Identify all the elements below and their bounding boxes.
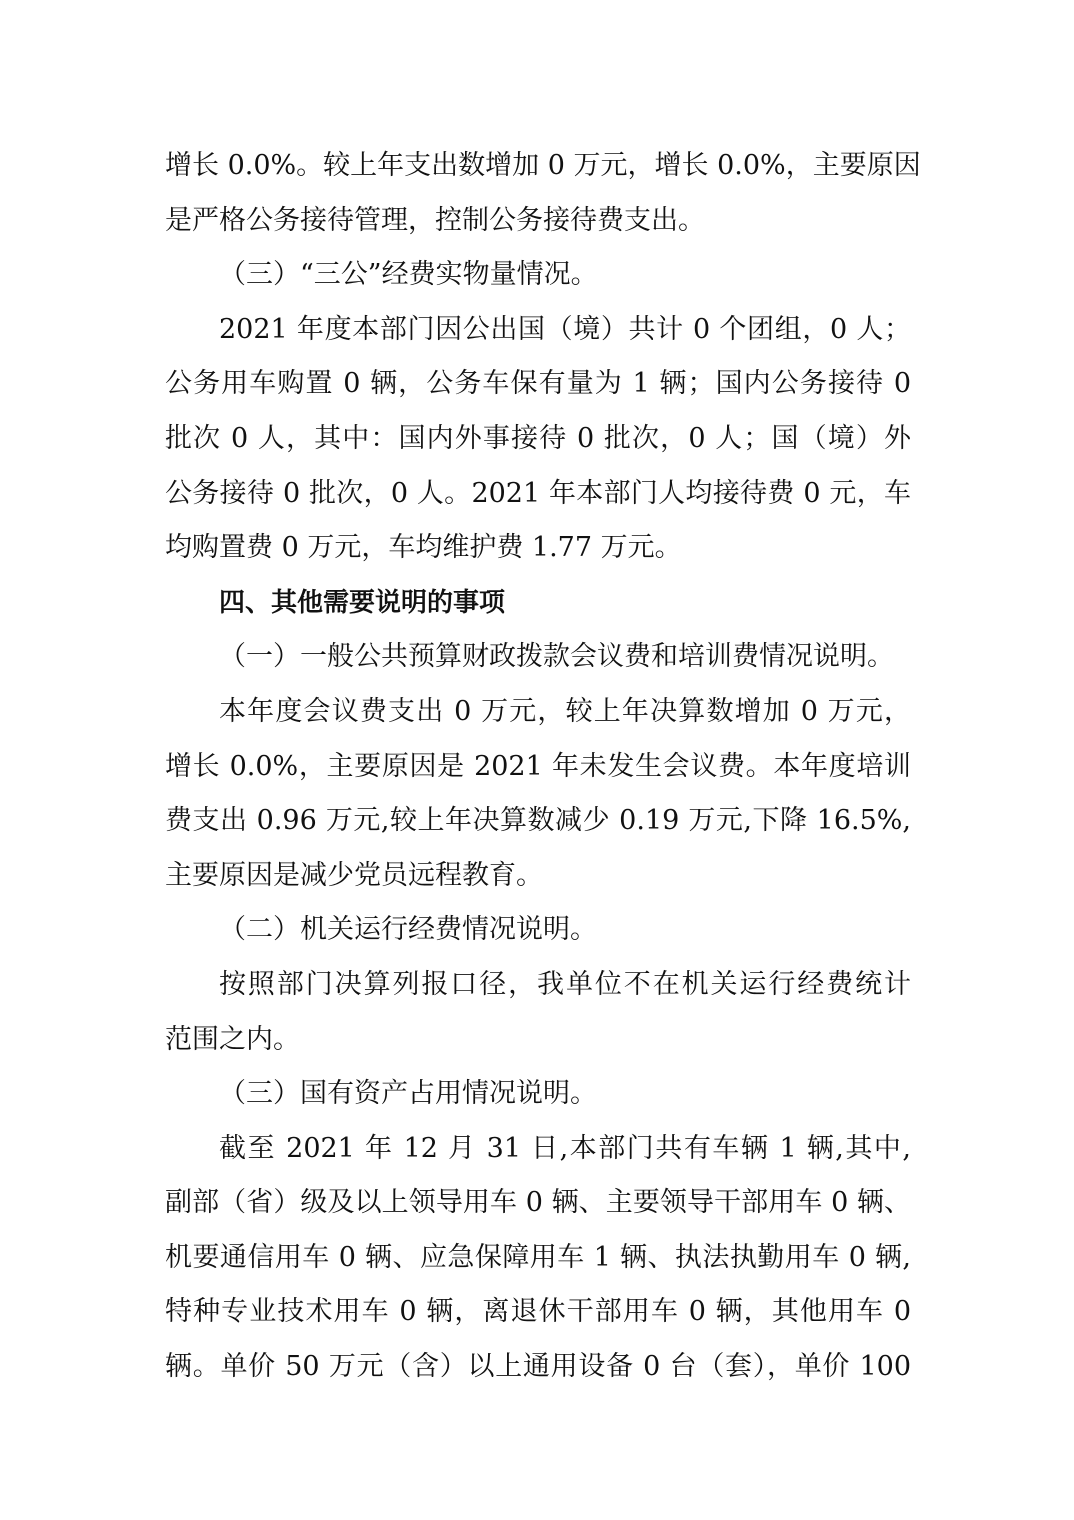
text-line: 是严格公务接待管理，控制公务接待费支出。 [165, 204, 705, 236]
text-line: 主要原因是减少党员远程教育。 [165, 859, 543, 891]
text-line: 特种专业技术用车 0 辆，离退休干部用车 0 辆，其他用车 0 [165, 1296, 911, 1328]
text-line: 本年度会议费支出 0 万元，较上年决算数增加 0 万元， [219, 695, 911, 727]
document-body [165, 139, 921, 1395]
text-line: 机要通信用车 0 辆、应急保障用车 1 辆、执法执勤用车 0 辆, [165, 1241, 911, 1273]
text-line: 公务用车购置 0 辆，公务车保有量为 1 辆；国内公务接待 0 [165, 368, 911, 400]
text-line: 公务接待 0 批次，0 人。2021 年本部门人均接待费 0 元，车 [165, 477, 911, 509]
text-line: 按照部门决算列报口径，我单位不在机关运行经费统计 [219, 968, 911, 1000]
text-line: 批次 0 人，其中：国内外事接待 0 批次，0 人；国（境）外 [165, 422, 911, 454]
text-line: 副部（省）级及以上领导用车 0 辆、主要领导干部用车 0 辆、 [165, 1187, 911, 1219]
subsection-heading: （三）国有资产占用情况说明。 [219, 1078, 597, 1110]
section-heading: 四、其他需要说明的事项 [219, 587, 506, 618]
text-line: 增长 0.0%，主要原因是 2021 年未发生会议费。本年度培训 [165, 750, 911, 782]
subsection-heading: （二）机关运行经费情况说明。 [219, 914, 597, 946]
subsection-heading: （三）“三公”经费实物量情况。 [219, 259, 598, 291]
text-line: 增长 0.0%。较上年支出数增加 0 万元，增长 0.0%，主要原因 [165, 150, 921, 181]
text-line: 辆。单价 50 万元（含）以上通用设备 0 台（套），单价 100 [165, 1351, 911, 1383]
text-line: 均购置费 0 万元，车均维护费 1.77 万元。 [165, 532, 682, 564]
subsection-heading: （一）一般公共预算财政拨款会议费和培训费情况说明。 [219, 641, 894, 673]
text-line: 范围之内。 [165, 1023, 300, 1055]
text-line: 2021 年度本部门因公出国（境）共计 0 个团组，0 人； [219, 313, 911, 345]
text-line: 费支出 0.96 万元,较上年决算数减少 0.19 万元,下降 16.5%, [165, 805, 911, 837]
text-line: 截至 2021 年 12 月 31 日,本部门共有车辆 1 辆,其中, [219, 1132, 911, 1164]
